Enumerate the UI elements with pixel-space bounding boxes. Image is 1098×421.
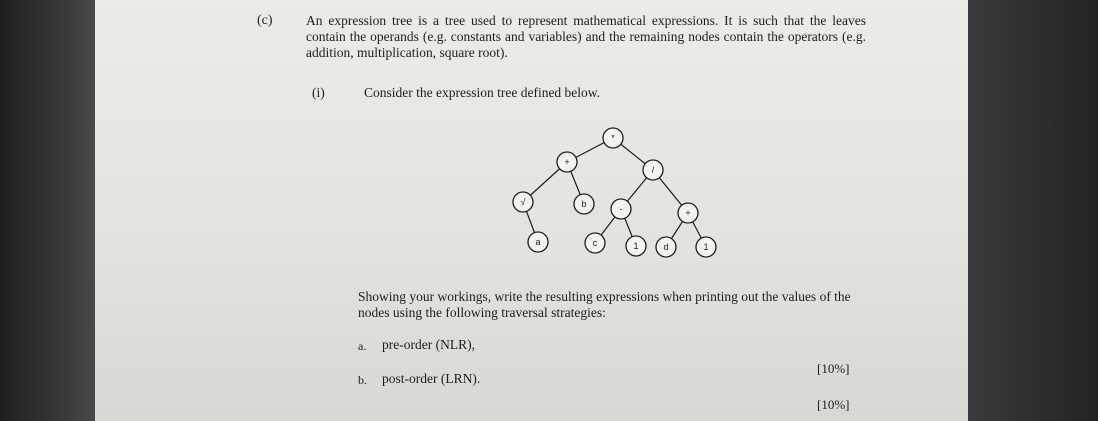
subpart-text: Consider the expression tree defined below. [364,85,601,100]
svg-text:1: 1 [703,242,709,252]
tree-node-a [528,232,548,252]
item-b-text: post-order (LRN). [382,371,481,386]
svg-text:/: / [651,165,655,175]
part-label: (c) [257,13,273,28]
item-a-marks: [10%] [817,361,850,376]
svg-text:1: 1 [633,241,639,251]
item-b-marks: [10%] [817,397,850,412]
tree-node-sqrt [513,192,533,212]
tree-node-minus [611,199,631,219]
tree-node-d [656,237,676,257]
background-right [968,0,1098,421]
svg-text:√: √ [520,197,526,207]
svg-text:+: + [685,208,691,218]
tree-node-one-1 [626,236,646,256]
intro-paragraph: An expression tree is a tree used to represent mathematical expressions. It is such that the leaves contain the operands (e.g. constants and variables) and the remaining nodes contain the operators (e.g. addition, multiplication, square root). [306,13,866,60]
expression-tree-diagram [485,118,785,268]
tree-node-plus-2 [678,203,698,223]
svg-text:-: - [619,204,623,214]
svg-text:*: * [611,133,615,143]
svg-text:d: d [663,242,669,252]
tree-node-one-2 [696,237,716,257]
tree-node-divide [643,160,663,180]
item-a-label: a. [358,339,367,353]
svg-text:b: b [581,199,587,209]
subpart-label: (i) [312,85,325,100]
svg-text:+: + [564,157,570,167]
background-left [0,0,95,421]
tree-node-plus [557,152,577,172]
svg-text:c: c [592,238,598,248]
tree-node-c [585,233,605,253]
instruction-paragraph: Showing your workings, write the resulting expressions when printing out the values of the nodes using the following traversal strategies: [358,289,851,320]
tree-node-root [603,128,623,148]
item-b-label: b. [358,373,367,387]
item-a-text: pre-order (NLR), [382,337,475,352]
tree-node-b [574,194,594,214]
exam-page [95,0,968,421]
svg-text:a: a [535,237,541,247]
